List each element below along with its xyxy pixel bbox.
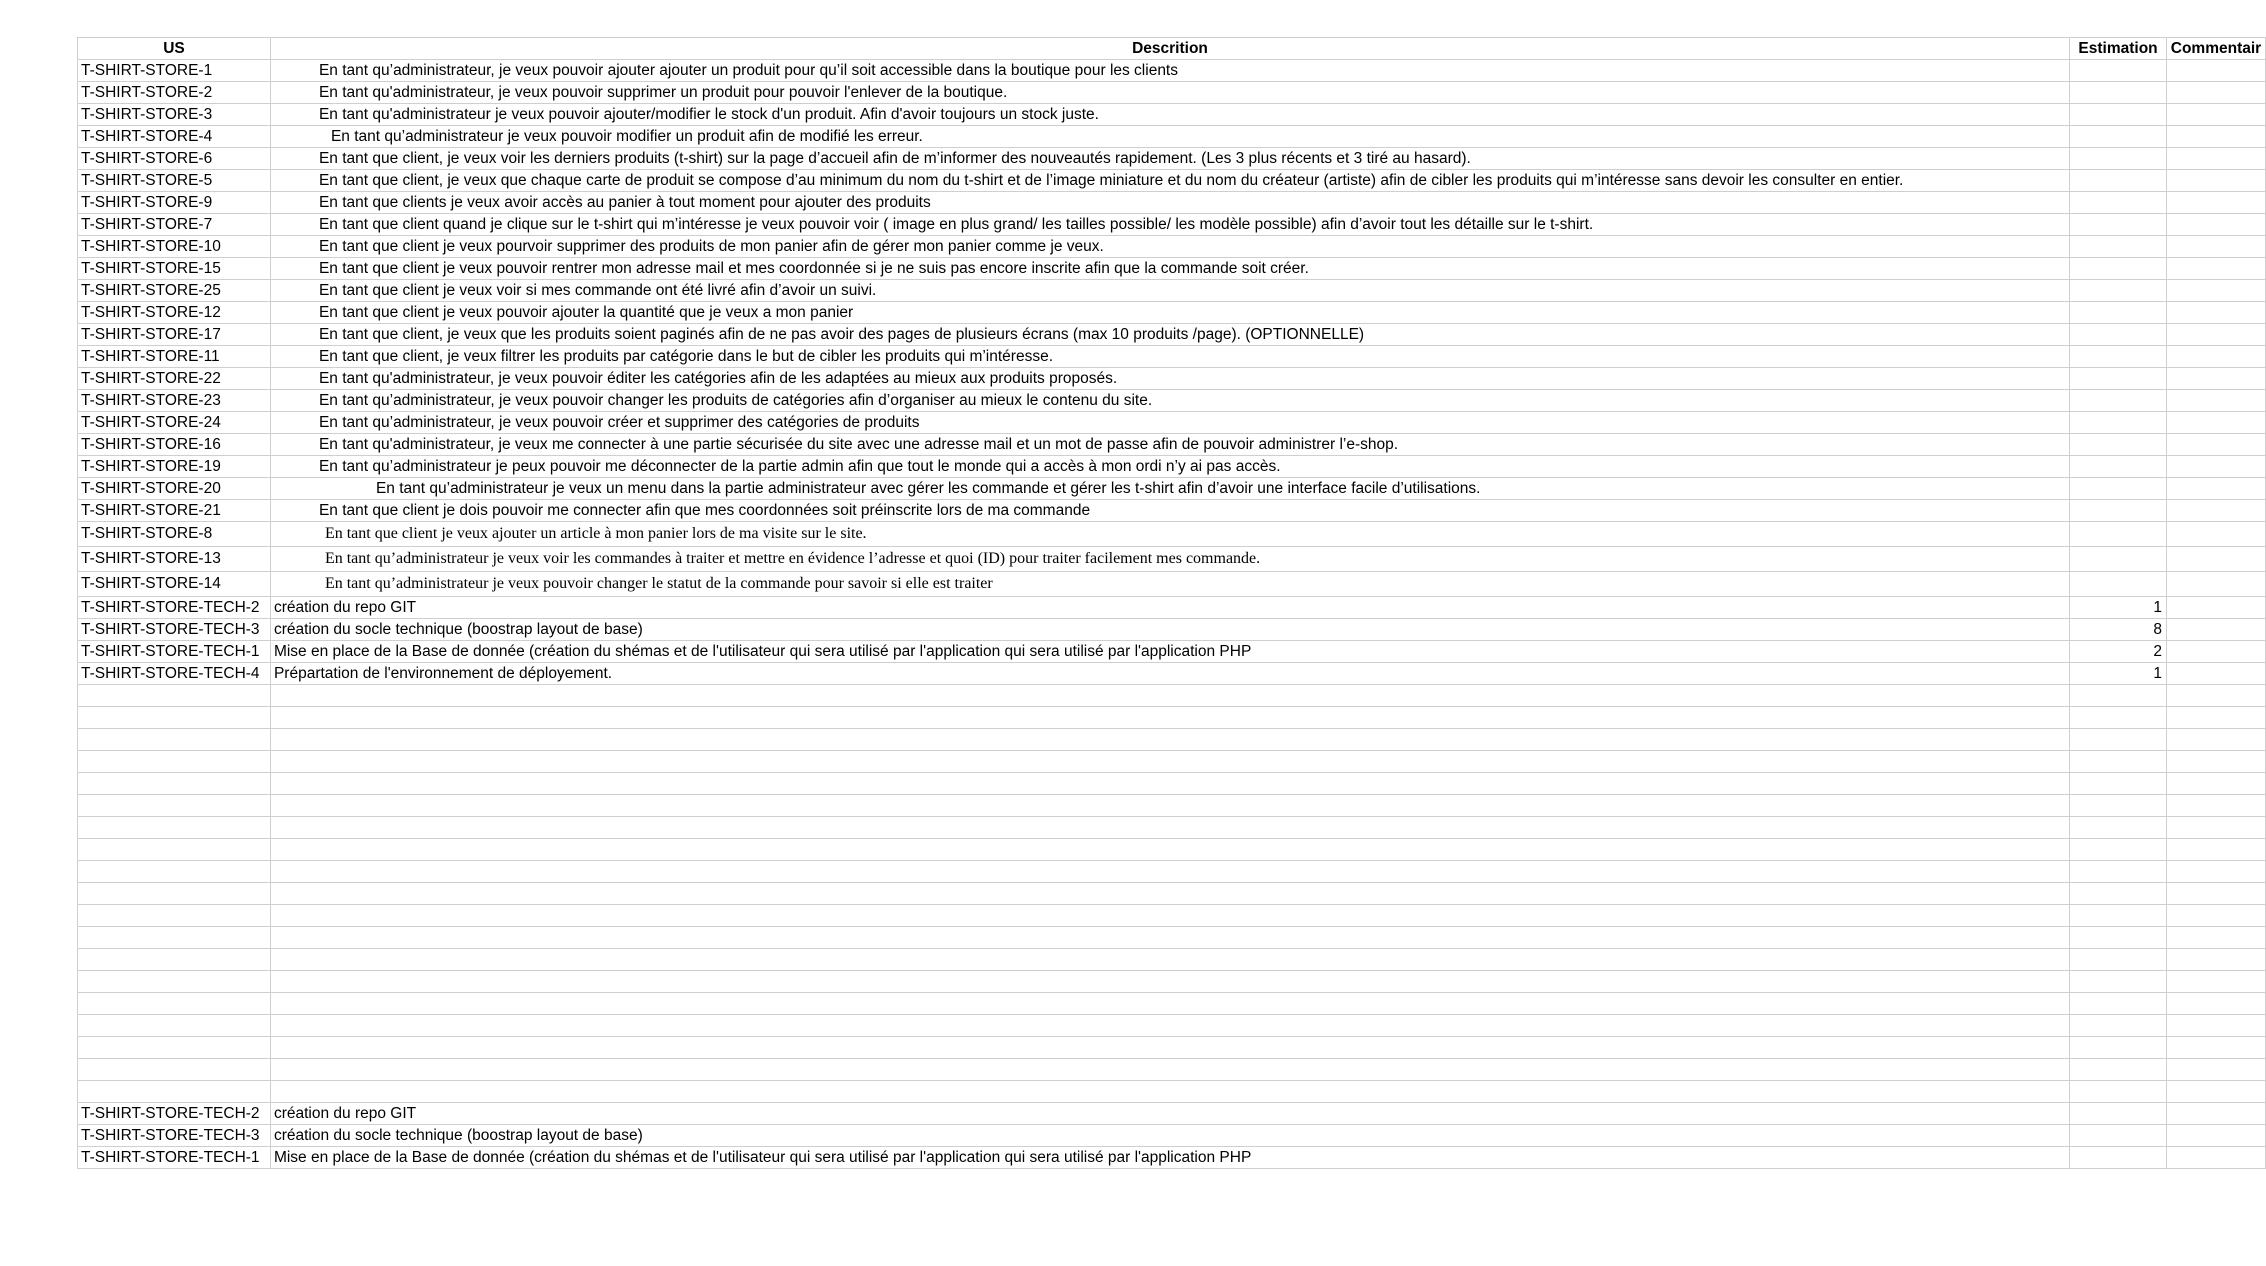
empty-cell[interactable] [270,993,2069,1015]
table-row [78,214,2266,236]
empty-cell[interactable] [2070,993,2167,1015]
estimation-cell[interactable] [2070,1147,2167,1169]
empty-cell[interactable] [2070,927,2167,949]
empty-cell[interactable] [2070,905,2167,927]
comment-cell[interactable] [2166,572,2265,597]
description-cell[interactable]: En tant qu’administrateur, je veux pouvoir créer et supprimer des catégories de produits [270,412,2069,434]
us-cell[interactable]: T-SHIRT-STORE-TECH-3 [78,1125,271,1147]
empty-cell[interactable] [78,751,271,773]
empty-cell[interactable] [2166,839,2265,861]
empty-cell[interactable] [2070,751,2167,773]
description-cell[interactable]: En tant que client je veux pouvoir ajouter la quantité que je veux a mon panier [270,302,2069,324]
empty-cell[interactable] [2166,707,2265,729]
comment-cell[interactable] [2166,214,2265,236]
estimation-cell[interactable] [2070,456,2167,478]
description-cell[interactable]: En tant qu’administrateur je veux un menu dans la partie administrateur avec gérer les commande et gérer les t-shirt afin d’avoir une interface facile d’utilisations. [270,478,2069,500]
header-commentaire[interactable]: Commentair [2166,38,2265,60]
table-row [78,368,2266,390]
us-cell[interactable]: T-SHIRT-STORE-TECH-2 [78,597,271,619]
empty-cell[interactable] [270,773,2069,795]
empty-cell[interactable] [78,905,271,927]
empty-cell[interactable] [78,685,271,707]
comment-cell[interactable] [2166,368,2265,390]
us-cell[interactable]: T-SHIRT-STORE-TECH-1 [78,641,271,663]
empty-cell[interactable] [2166,949,2265,971]
description-cell[interactable]: En tant qu'administrateur, je veux pouvoir éditer les catégories afin de les adaptées au mieux aux produits proposés. [270,368,2069,390]
comment-cell[interactable] [2166,1147,2265,1169]
empty-row [78,839,2266,861]
comment-cell[interactable] [2166,280,2265,302]
estimation-cell[interactable] [2070,280,2167,302]
description-cell[interactable]: création du repo GIT [270,1103,2069,1125]
empty-cell[interactable] [78,729,271,751]
empty-cell[interactable] [78,795,271,817]
us-cell[interactable]: T-SHIRT-STORE-13 [78,547,271,572]
us-cell[interactable]: T-SHIRT-STORE-20 [78,478,271,500]
empty-cell[interactable] [2166,817,2265,839]
estimation-cell[interactable] [2070,236,2167,258]
empty-cell[interactable] [2070,773,2167,795]
estimation-cell[interactable] [2070,148,2167,170]
empty-cell[interactable] [2166,927,2265,949]
comment-cell[interactable] [2166,390,2265,412]
description-cell[interactable]: création du socle technique (boostrap layout de base) [270,1125,2069,1147]
estimation-cell[interactable] [2070,572,2167,597]
comment-cell[interactable] [2166,192,2265,214]
description-cell[interactable]: En tant qu’administrateur je peux pouvoir me déconnecter de la partie admin afin que tout le monde qui a accès à mon ordi n’y ai pas accès. [270,456,2069,478]
table-row [78,324,2266,346]
table-row [78,1147,2266,1169]
empty-cell[interactable] [270,1015,2069,1037]
empty-cell[interactable] [2166,795,2265,817]
table-row [78,390,2266,412]
comment-cell[interactable] [2166,500,2265,522]
table-row [78,148,2266,170]
us-cell[interactable]: T-SHIRT-STORE-3 [78,104,271,126]
empty-cell[interactable] [2166,729,2265,751]
empty-row [78,729,2266,751]
table-row [78,346,2266,368]
estimation-cell[interactable] [2070,258,2167,280]
description-cell[interactable]: En tant qu'administrateur, je veux pouvoir supprimer un produit pour pouvoir l'enlever de la boutique. [270,82,2069,104]
estimation-cell[interactable]: 1 [2070,663,2167,685]
empty-cell[interactable] [2070,1015,2167,1037]
empty-cell[interactable] [78,773,271,795]
us-cell[interactable]: T-SHIRT-STORE-23 [78,390,271,412]
description-cell[interactable]: En tant que clients je veux avoir accès au panier à tout moment pour ajouter des produits [270,192,2069,214]
empty-row [78,795,2266,817]
empty-cell[interactable] [270,839,2069,861]
us-cell[interactable]: T-SHIRT-STORE-17 [78,324,271,346]
us-cell[interactable]: T-SHIRT-STORE-2 [78,82,271,104]
estimation-cell[interactable] [2070,500,2167,522]
empty-cell[interactable] [270,817,2069,839]
empty-cell[interactable] [270,927,2069,949]
description-cell[interactable]: En tant que client je veux voir si mes commande ont été livré afin d’avoir un suivi. [270,280,2069,302]
estimation-cell[interactable] [2070,170,2167,192]
empty-cell[interactable] [2166,971,2265,993]
table-row [78,619,2266,641]
empty-row [78,993,2266,1015]
empty-cell[interactable] [2166,1059,2265,1081]
empty-cell[interactable] [270,685,2069,707]
description-cell[interactable]: En tant que client, je veux que les produits soient paginés afin de ne pas avoir des pages de plusieurs écrans (max 10 produits /page). (OPTIONNELLE) [270,324,2069,346]
estimation-cell[interactable] [2070,547,2167,572]
empty-cell[interactable] [270,729,2069,751]
user-stories-table [77,37,2266,1169]
empty-cell[interactable] [78,839,271,861]
empty-cell[interactable] [78,1037,271,1059]
empty-cell[interactable] [78,707,271,729]
us-cell[interactable]: T-SHIRT-STORE-16 [78,434,271,456]
estimation-cell[interactable] [2070,324,2167,346]
comment-cell[interactable] [2166,1103,2265,1125]
empty-cell[interactable] [270,795,2069,817]
empty-cell[interactable] [2166,1081,2265,1103]
description-cell[interactable]: En tant qu'administrateur, je veux me connecter à une partie sécurisée du site avec une adresse mail et un mot de passe afin de pouvoir administrer l’e-shop. [270,434,2069,456]
description-cell[interactable]: création du socle technique (boostrap layout de base) [270,619,2069,641]
empty-cell[interactable] [2070,1081,2167,1103]
us-cell[interactable]: T-SHIRT-STORE-14 [78,572,271,597]
empty-cell[interactable] [2166,993,2265,1015]
estimation-cell[interactable] [2070,82,2167,104]
comment-cell[interactable] [2166,522,2265,547]
table-row [78,82,2266,104]
comment-cell[interactable] [2166,547,2265,572]
empty-row [78,1059,2266,1081]
table-row [78,663,2266,685]
empty-row [78,905,2266,927]
estimation-cell[interactable] [2070,390,2167,412]
us-cell[interactable]: T-SHIRT-STORE-TECH-2 [78,1103,271,1125]
comment-cell[interactable] [2166,126,2265,148]
empty-cell[interactable] [2070,1059,2167,1081]
empty-cell[interactable] [270,905,2069,927]
us-cell[interactable]: T-SHIRT-STORE-4 [78,126,271,148]
empty-cell[interactable] [270,1037,2069,1059]
us-cell[interactable]: T-SHIRT-STORE-15 [78,258,271,280]
us-cell[interactable]: T-SHIRT-STORE-7 [78,214,271,236]
comment-cell[interactable] [2166,324,2265,346]
header-row [78,38,2266,60]
comment-cell[interactable] [2166,236,2265,258]
empty-cell[interactable] [78,971,271,993]
estimation-cell[interactable] [2070,126,2167,148]
empty-cell[interactable] [2070,971,2167,993]
us-cell[interactable]: T-SHIRT-STORE-12 [78,302,271,324]
comment-cell[interactable] [2166,302,2265,324]
us-cell[interactable]: T-SHIRT-STORE-TECH-4 [78,663,271,685]
empty-cell[interactable] [270,751,2069,773]
estimation-cell[interactable] [2070,104,2167,126]
empty-cell[interactable] [270,707,2069,729]
comment-cell[interactable] [2166,60,2265,82]
table-row [78,500,2266,522]
table-row [78,60,2266,82]
empty-cell[interactable] [2070,685,2167,707]
comment-cell[interactable] [2166,478,2265,500]
estimation-cell[interactable] [2070,522,2167,547]
table-row [78,547,2266,572]
empty-cell[interactable] [2070,707,2167,729]
description-cell[interactable]: En tant que client je dois pouvoir me connecter afin que mes coordonnées soit préinscrite lors de ma commande [270,500,2069,522]
table-row [78,170,2266,192]
description-cell[interactable]: En tant que client je veux ajouter un article à mon panier lors de ma visite sur le site. [270,522,2069,547]
us-cell[interactable]: T-SHIRT-STORE-6 [78,148,271,170]
description-cell[interactable]: Mise en place de la Base de donnée (création du shémas et de l'utilisateur qui sera utilisé par l'application qui sera utilisé par l'application PHP [270,1147,2069,1169]
empty-cell[interactable] [2166,751,2265,773]
empty-row [78,1015,2266,1037]
empty-row [78,883,2266,905]
description-cell[interactable]: En tant qu’administrateur je veux pouvoir changer le statut de la commande pour savoir si elle est traiter [270,572,2069,597]
table-row [78,258,2266,280]
table-row [78,104,2266,126]
empty-cell[interactable] [2166,773,2265,795]
us-cell[interactable]: T-SHIRT-STORE-TECH-1 [78,1147,271,1169]
us-cell[interactable]: T-SHIRT-STORE-TECH-3 [78,619,271,641]
comment-cell[interactable] [2166,597,2265,619]
comment-cell[interactable] [2166,148,2265,170]
empty-cell[interactable] [2070,883,2167,905]
empty-row [78,707,2266,729]
comment-cell[interactable] [2166,104,2265,126]
empty-cell[interactable] [270,971,2069,993]
us-cell[interactable]: T-SHIRT-STORE-9 [78,192,271,214]
empty-cell[interactable] [2070,861,2167,883]
estimation-cell[interactable] [2070,412,2167,434]
comment-cell[interactable] [2166,619,2265,641]
empty-cell[interactable] [2070,817,2167,839]
empty-cell[interactable] [2166,861,2265,883]
empty-cell[interactable] [270,883,2069,905]
empty-cell[interactable] [78,1081,271,1103]
empty-cell[interactable] [270,861,2069,883]
empty-row [78,971,2266,993]
table-row [78,280,2266,302]
table-row [78,1103,2266,1125]
estimation-cell[interactable] [2070,302,2167,324]
table-row [78,236,2266,258]
us-cell[interactable]: T-SHIRT-STORE-10 [78,236,271,258]
estimation-cell[interactable] [2070,368,2167,390]
estimation-cell[interactable]: 2 [2070,641,2167,663]
description-cell[interactable]: Prépartation de l'environnement de déployement. [270,663,2069,685]
description-cell[interactable]: En tant que client, je veux voir les derniers produits (t-shirt) sur la page d’accueil afin de m’informer des nouveautés rapidement. (Les 3 plus récents et 3 tiré au hasard). [270,148,2069,170]
comment-cell[interactable] [2166,1125,2265,1147]
description-cell[interactable]: En tant qu’administrateur, je veux pouvoir ajouter ajouter un produit pour qu’il soit accessible dans la boutique pour les clients [270,60,2069,82]
estimation-cell[interactable] [2070,478,2167,500]
description-cell[interactable]: En tant que client, je veux que chaque carte de produit se compose d’au minimum du nom du t-shirt et de l’image miniature et du nom du créateur (artiste) afin de cibler les produits qui m’intéresse sans devoir les consulter en entier. [270,170,2069,192]
comment-cell[interactable] [2166,641,2265,663]
description-cell[interactable]: Mise en place de la Base de donnée (création du shémas et de l'utilisateur qui sera utilisé par l'application qui sera utilisé par l'application PHP [270,641,2069,663]
empty-cell[interactable] [2070,795,2167,817]
table-row [78,478,2266,500]
empty-cell[interactable] [78,1059,271,1081]
header-description[interactable]: Descrition [270,38,2069,60]
estimation-cell[interactable] [2070,1103,2167,1125]
comment-cell[interactable] [2166,663,2265,685]
table-row [78,192,2266,214]
empty-cell[interactable] [78,949,271,971]
empty-cell[interactable] [2070,949,2167,971]
table-row [78,126,2266,148]
estimation-cell[interactable] [2070,214,2167,236]
empty-row [78,685,2266,707]
description-cell[interactable]: En tant que client, je veux filtrer les produits par catégorie dans le but de cibler les produits qui m’intéresse. [270,346,2069,368]
empty-row [78,1037,2266,1059]
estimation-cell[interactable] [2070,434,2167,456]
table-row [78,412,2266,434]
comment-cell[interactable] [2166,170,2265,192]
us-cell[interactable]: T-SHIRT-STORE-24 [78,412,271,434]
empty-row [78,949,2266,971]
empty-row [78,817,2266,839]
empty-cell[interactable] [78,861,271,883]
empty-cell[interactable] [2166,1037,2265,1059]
description-cell[interactable]: En tant que client je veux pourvoir supprimer des produits de mon panier afin de gérer mon panier comme je veux. [270,236,2069,258]
empty-cell[interactable] [270,949,2069,971]
table-row [78,572,2266,597]
comment-cell[interactable] [2166,258,2265,280]
empty-cell[interactable] [2166,883,2265,905]
description-cell[interactable]: En tant que client quand je clique sur le t-shirt qui m’intéresse je veux pouvoir voir ( image en plus grand/ les tailles possible/ les modèle possible) afin d’avoir tout les détaille sur le t-shirt. [270,214,2069,236]
estimation-cell[interactable] [2070,346,2167,368]
table-row [78,434,2266,456]
estimation-cell[interactable]: 8 [2070,619,2167,641]
description-cell[interactable]: En tant qu’administrateur je veux pouvoir modifier un produit afin de modifié les erreur. [270,126,2069,148]
estimation-cell[interactable] [2070,192,2167,214]
estimation-cell[interactable] [2070,1125,2167,1147]
empty-cell[interactable] [78,927,271,949]
empty-cell[interactable] [78,1015,271,1037]
empty-row [78,927,2266,949]
us-cell[interactable]: T-SHIRT-STORE-19 [78,456,271,478]
description-cell[interactable]: En tant qu’administrateur, je veux pouvoir changer les produits de catégories afin d’organiser au mieux le contenu du site. [270,390,2069,412]
table-row [78,456,2266,478]
us-cell[interactable]: T-SHIRT-STORE-25 [78,280,271,302]
header-us[interactable]: US [78,38,271,60]
empty-cell[interactable] [78,993,271,1015]
empty-cell[interactable] [2166,1015,2265,1037]
empty-cell[interactable] [2166,905,2265,927]
description-cell[interactable]: En tant que client je veux pouvoir rentrer mon adresse mail et mes coordonnée si je ne suis pas encore inscrite afin que la commande soit créer. [270,258,2069,280]
description-cell[interactable]: En tant qu’administrateur je veux voir les commandes à traiter et mettre en évidence l’adresse et quoi (ID) pour traiter facilement mes commande. [270,547,2069,572]
header-estimation[interactable]: Estimation [2070,38,2167,60]
estimation-cell[interactable]: 1 [2070,597,2167,619]
empty-row [78,773,2266,795]
comment-cell[interactable] [2166,82,2265,104]
table-row [78,302,2266,324]
us-cell[interactable]: T-SHIRT-STORE-11 [78,346,271,368]
us-cell[interactable]: T-SHIRT-STORE-21 [78,500,271,522]
empty-cell[interactable] [2166,685,2265,707]
table-row [78,1125,2266,1147]
empty-cell[interactable] [270,1081,2069,1103]
comment-cell[interactable] [2166,346,2265,368]
empty-cell[interactable] [270,1059,2069,1081]
table-row [78,641,2266,663]
comment-cell[interactable] [2166,456,2265,478]
estimation-cell[interactable] [2070,60,2167,82]
empty-row [78,1081,2266,1103]
table-row [78,522,2266,547]
empty-cell[interactable] [2070,729,2167,751]
comment-cell[interactable] [2166,412,2265,434]
description-cell[interactable]: En tant qu'administrateur je veux pouvoir ajouter/modifier le stock d'un produit. Afin d'avoir toujours un stock juste. [270,104,2069,126]
description-cell[interactable]: création du repo GIT [270,597,2069,619]
us-cell[interactable]: T-SHIRT-STORE-1 [78,60,271,82]
us-cell[interactable]: T-SHIRT-STORE-8 [78,522,271,547]
comment-cell[interactable] [2166,434,2265,456]
empty-row [78,861,2266,883]
us-cell[interactable]: T-SHIRT-STORE-5 [78,170,271,192]
table-row [78,597,2266,619]
empty-row [78,751,2266,773]
empty-cell[interactable] [78,883,271,905]
empty-cell[interactable] [78,817,271,839]
empty-cell[interactable] [2070,1037,2167,1059]
empty-cell[interactable] [2070,839,2167,861]
us-cell[interactable]: T-SHIRT-STORE-22 [78,368,271,390]
